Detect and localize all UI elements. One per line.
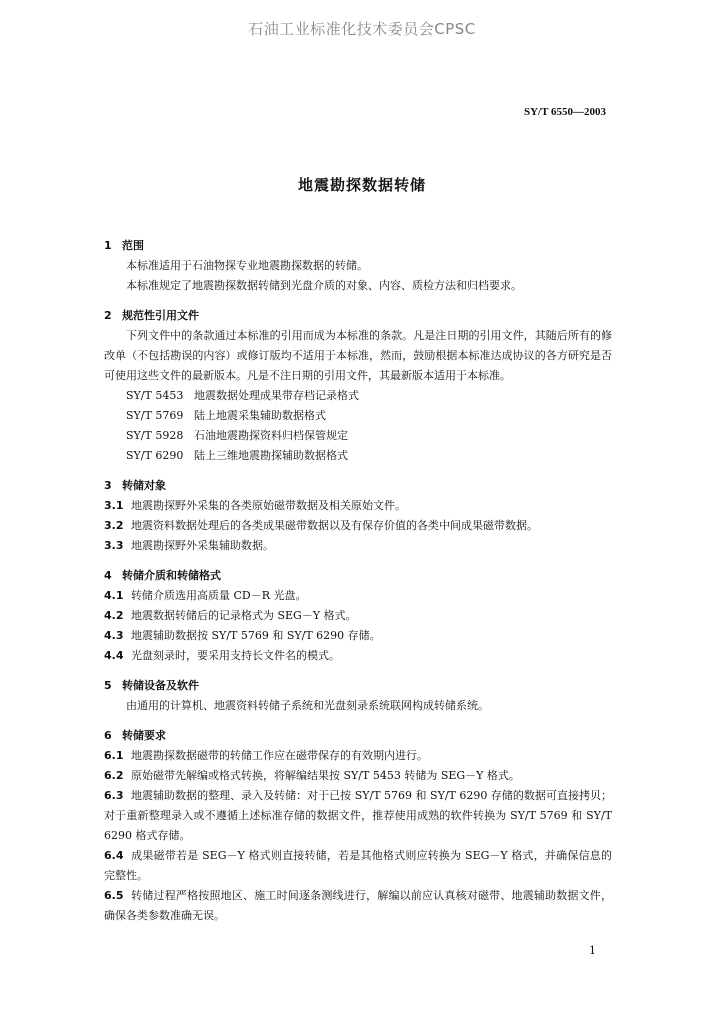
reference-code: SY/T 5453 <box>126 389 184 402</box>
section-title: 转储对象 <box>122 479 166 492</box>
clause-text: 地震勘探野外采集辅助数据。 <box>131 539 274 552</box>
clause-text: 成果磁带若是 SEG－Y 格式则直接转储，若是其他格式则应转换为 SEG－Y 格式，并确保信息的完整性。 <box>104 849 612 882</box>
section-title: 规范性引用文件 <box>122 309 199 322</box>
document-body <box>104 236 612 926</box>
section-number: 1 <box>104 239 112 252</box>
clause-text: 地震资料数据处理后的各类成果磁带数据以及有保存价值的各类中间成果磁带数据。 <box>131 519 538 532</box>
reference-item <box>104 406 612 426</box>
section-title: 转储要求 <box>122 729 166 742</box>
watermark: 石油工业标准化技术委员会CPSC <box>248 20 476 38</box>
clause <box>104 886 612 926</box>
clause-number: 4.2 <box>104 609 124 622</box>
paragraph: 本标准适用于石油物探专业地震勘探数据的转储。 <box>126 259 368 272</box>
page-number: 1 <box>589 944 596 957</box>
clause <box>104 536 612 556</box>
clause-text: 原始磁带先解编或格式转换，将解编结果按 SY/T 5453 转储为 SEG－Y 格式。 <box>131 769 520 782</box>
clause <box>104 586 612 606</box>
clause-number: 6.3 <box>104 789 124 802</box>
clause-number: 4.3 <box>104 629 124 642</box>
section-heading-5 <box>104 676 612 696</box>
clause-number: 6.1 <box>104 749 124 762</box>
reference-item <box>104 426 612 446</box>
section-number: 6 <box>104 729 112 742</box>
reference-code: SY/T 5928 <box>126 429 184 442</box>
clause <box>104 846 612 886</box>
clause <box>104 516 612 536</box>
clause <box>104 746 612 766</box>
paragraph: 由通用的计算机、地震资料转储子系统和光盘刻录系统联网构成转储系统。 <box>126 699 489 712</box>
clause-text: 转储过程严格按照地区、施工时间逐条测线进行，解编以前应认真核对磁带、地震辅助数据文件，确保各类参数准确无误。 <box>104 889 612 922</box>
reference-item <box>104 386 612 406</box>
section-number: 5 <box>104 679 112 692</box>
standard-number: SY/T 6550—2003 <box>523 106 606 118</box>
clause <box>104 626 612 646</box>
clause-text: 转储介质选用高质量 CD－R 光盘。 <box>131 589 307 602</box>
section-heading-4 <box>104 566 612 586</box>
reference-title: 陆上地震采集辅助数据格式 <box>194 409 326 422</box>
clause <box>104 786 612 846</box>
document-title: 地震勘探数据转储 <box>297 176 426 194</box>
clause-text: 地震辅助数据按 SY/T 5769 和 SY/T 6290 存储。 <box>131 629 381 642</box>
clause <box>104 766 612 786</box>
section-title: 转储介质和转储格式 <box>122 569 221 582</box>
clause <box>104 646 612 666</box>
clause-number: 6.4 <box>104 849 124 862</box>
reference-title: 石油地震勘探资料归档保管规定 <box>194 429 348 442</box>
clause <box>104 496 612 516</box>
section-title: 范围 <box>122 239 144 252</box>
section-heading-1 <box>104 236 612 256</box>
section-number: 2 <box>104 309 112 322</box>
clause-number: 4.1 <box>104 589 124 602</box>
clause-number: 6.5 <box>104 889 124 902</box>
clause <box>104 606 612 626</box>
section-heading-3 <box>104 476 612 496</box>
reference-title: 陆上三维地震勘探辅助数据格式 <box>194 449 348 462</box>
clause-number: 3.3 <box>104 539 124 552</box>
clause-text: 地震勘探数据磁带的转储工作应在磁带保存的有效期内进行。 <box>131 749 428 762</box>
clause-number: 3.2 <box>104 519 124 532</box>
clause-text: 光盘刻录时，要采用支持长文件名的模式。 <box>131 649 340 662</box>
reference-item <box>104 446 612 466</box>
reference-code: SY/T 6290 <box>126 449 184 462</box>
section-title: 转储设备及软件 <box>122 679 199 692</box>
paragraph: 下列文件中的条款通过本标准的引用而成为本标准的条款。凡是注日期的引用文件，其随后所有的修改单（不包括勘误的内容）或修订版均不适用于本标准，然而，鼓励根据本标准达成协议的各方研究是否可使用这些文件的最新版本。凡是不注日期的引用文件，其最新版本适用于本标准。 <box>104 329 612 382</box>
clause-text: 地震勘探野外采集的各类原始磁带数据及相关原始文件。 <box>131 499 406 512</box>
clause-number: 6.2 <box>104 769 124 782</box>
clause-number: 3.1 <box>104 499 124 512</box>
clause-number: 4.4 <box>104 649 124 662</box>
section-number: 3 <box>104 479 112 492</box>
section-heading-6 <box>104 726 612 746</box>
section-number: 4 <box>104 569 112 582</box>
clause-text: 地震辅助数据的整理、录入及转储：对于已按 SY/T 5769 和 SY/T 6290 存储的数据可直接拷贝；对于重新整理录入或不遵循上述标准存储的数据文件，推荐使用成熟的软件转换为 SY/T 5769 和 SY/T 6290 格式存储。 <box>104 789 612 842</box>
paragraph: 本标准规定了地震勘探数据转储到光盘介质的对象、内容、质检方法和归档要求。 <box>126 279 522 292</box>
section-heading-2 <box>104 306 612 326</box>
reference-title: 地震数据处理成果带存档记录格式 <box>194 389 359 402</box>
reference-code: SY/T 5769 <box>126 409 184 422</box>
clause-text: 地震数据转储后的记录格式为 SEG－Y 格式。 <box>131 609 357 622</box>
